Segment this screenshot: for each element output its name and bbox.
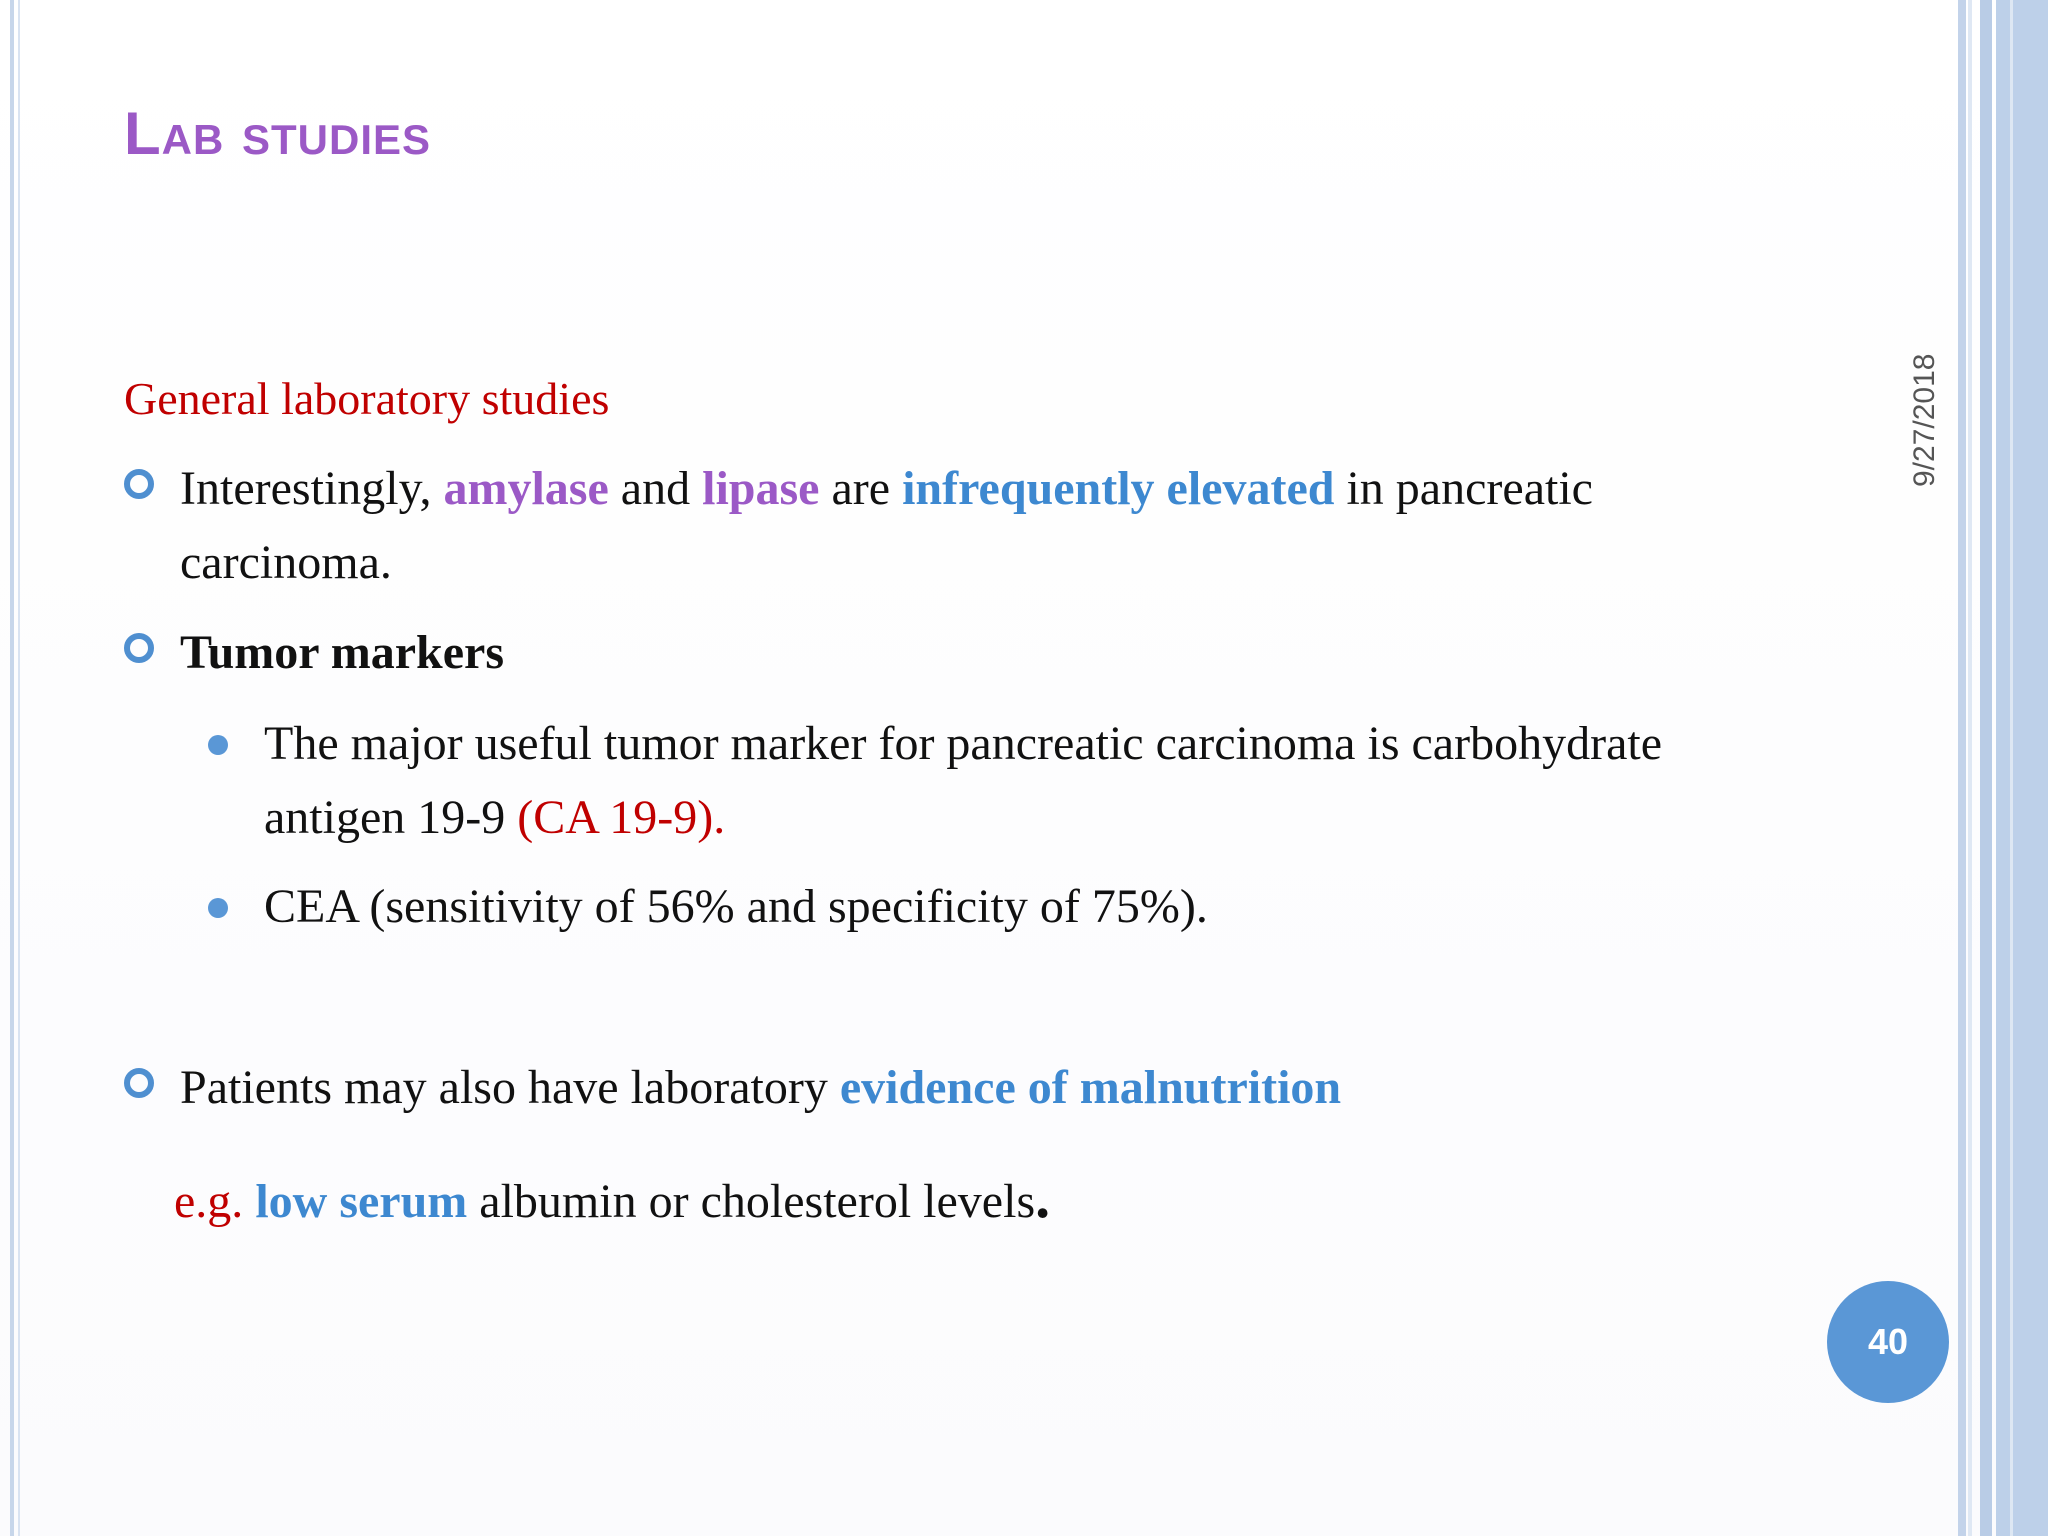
right-decor-stripe bbox=[2010, 0, 2013, 1536]
bullet-amylase-lipase bbox=[124, 452, 1774, 600]
emphasis-infrequently-elevated: infrequently elevated bbox=[902, 462, 1335, 515]
ca19-9-highlight: (CA 19-9). bbox=[517, 791, 726, 844]
eg-prefix: e.g. bbox=[174, 1175, 256, 1228]
example-line bbox=[174, 1160, 1050, 1239]
sub-bullet-text bbox=[264, 707, 1768, 855]
bullet-tumor-markers bbox=[124, 616, 1774, 690]
keyword-lipase: lipase bbox=[702, 462, 820, 515]
emphasis-low-serum: low serum bbox=[255, 1175, 468, 1228]
period: . bbox=[1035, 1164, 1051, 1230]
right-decor-band bbox=[1996, 0, 2048, 1536]
section-heading: General laboratory studies bbox=[124, 373, 610, 424]
keyword-amylase: amylase bbox=[443, 462, 609, 515]
left-border bbox=[10, 0, 14, 1536]
bullet-text bbox=[180, 452, 1774, 600]
slide-date: 9/27/2018 bbox=[1908, 353, 1941, 487]
ring-bullet-icon bbox=[124, 469, 154, 499]
text-segment: albumin or cholesterol levels bbox=[467, 1175, 1036, 1228]
right-decor-stripe bbox=[1980, 0, 1992, 1536]
text-segment: The major useful tumor marker for pancreatic carcinoma is carbohydrate antigen 19-9 bbox=[264, 717, 1663, 844]
dot-bullet-icon bbox=[208, 735, 228, 755]
sub-bullet-text: CEA (sensitivity of 56% and specificity of 75%). bbox=[264, 880, 1208, 933]
text-segment: and bbox=[608, 462, 703, 515]
text-segment: Interestingly, bbox=[180, 462, 444, 515]
page-number-badge: 40 bbox=[1827, 1281, 1949, 1403]
slide-title: Lab studies bbox=[124, 100, 432, 167]
dot-bullet-icon bbox=[208, 898, 228, 918]
text-segment: Patients may also have laboratory bbox=[180, 1061, 840, 1114]
bullet-text bbox=[180, 1051, 1341, 1125]
bullet-malnutrition bbox=[124, 1051, 1774, 1125]
tumor-markers-label: Tumor markers bbox=[180, 626, 504, 679]
right-decor-stripe bbox=[1958, 0, 1966, 1536]
emphasis-malnutrition: evidence of malnutrition bbox=[839, 1061, 1342, 1114]
text-segment: are bbox=[819, 462, 903, 515]
sub-bullet-ca19-9 bbox=[208, 707, 1768, 855]
left-border-inner bbox=[18, 0, 20, 1536]
ring-bullet-icon bbox=[124, 633, 154, 663]
right-decor-stripe bbox=[1968, 0, 1972, 1536]
text-segment: in pancreatic carcinoma. bbox=[180, 462, 1593, 589]
sub-bullet-cea bbox=[208, 870, 1768, 944]
ring-bullet-icon bbox=[124, 1068, 154, 1098]
